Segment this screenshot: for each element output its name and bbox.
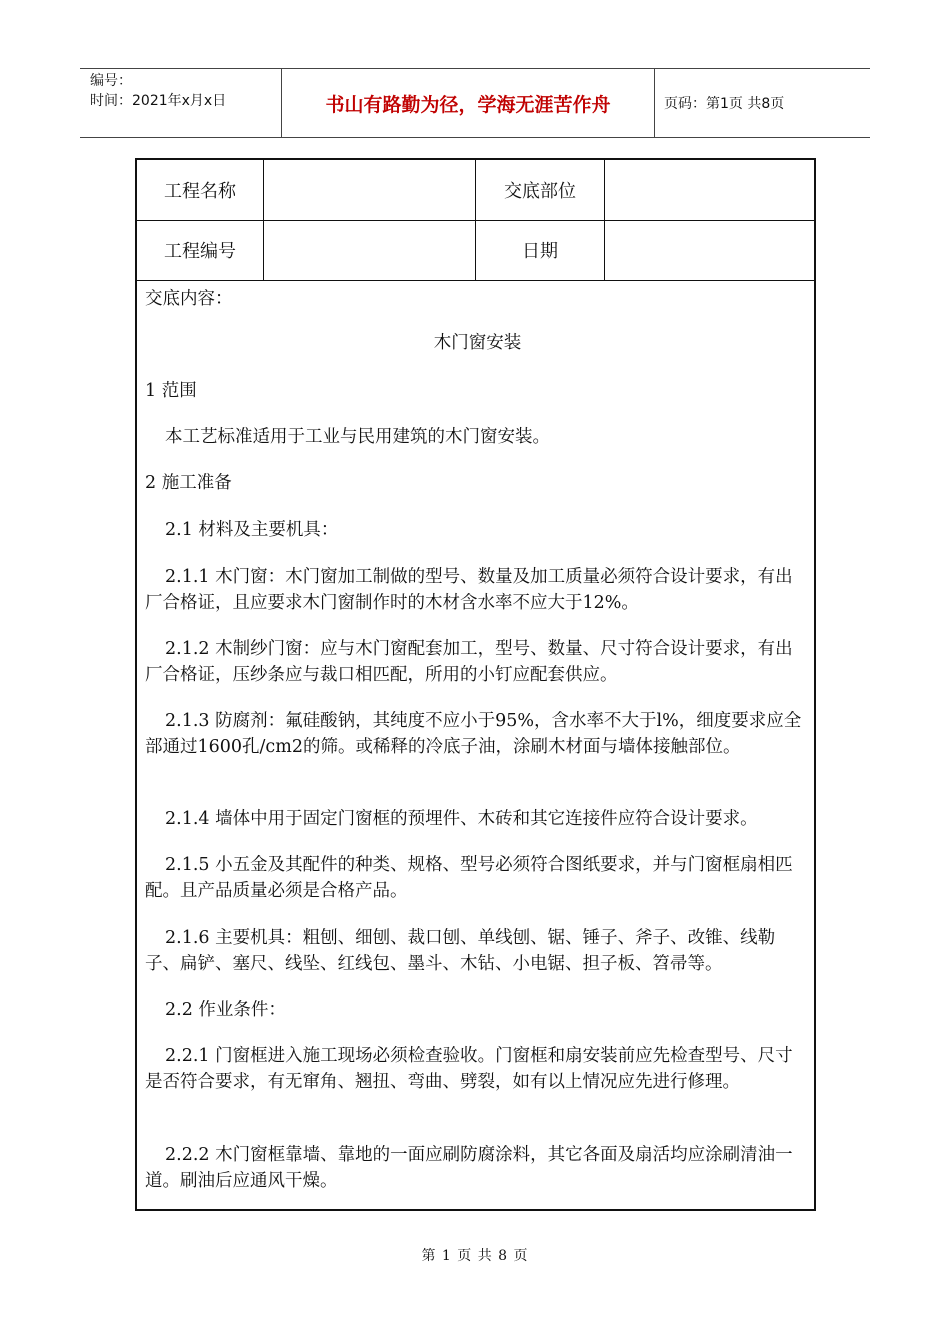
- paragraph: 2.1.5 小五金及其配件的种类、规格、型号必须符合图纸要求，并与门窗框扇相匹配。且产品质量必须是合格产品。: [145, 855, 793, 901]
- paragraph: 2.1.4 墙体中用于固定门窗框的预埋件、木砖和其它连接件应符合设计要求。: [165, 809, 758, 829]
- paragraph: 本工艺标准适用于工业与民用建筑的木门窗安装。: [165, 427, 550, 447]
- paragraph: 2.1.3 防腐剂：氟硅酸钠，其纯度不应小于95%，含水率不大于l%，细度要求应全部通过1600孔/cm2的筛。或稀释的冷底子油，涂刷木材面与墙体接触部位。: [145, 711, 802, 757]
- project-name-label: 工程名称: [137, 160, 264, 220]
- header-meta: [80, 69, 282, 137]
- section-heading: 1 范围: [145, 381, 197, 401]
- paragraph: 2.2.1 门窗框进入施工现场必须检查验收。门窗框和扇安装前应先检查型号、尺寸是否符合要求，有无窜角、翘扭、弯曲、劈裂，如有以上情况应先进行修理。: [145, 1046, 793, 1092]
- date-label: 日期: [476, 220, 605, 280]
- project-number-field[interactable]: [264, 220, 476, 280]
- handover-form: [135, 158, 816, 1211]
- project-number-label: 工程编号: [137, 220, 264, 280]
- header-motto: 书山有路勤为径，学海无涯苦作舟: [282, 69, 655, 137]
- page-footer: 第 1 页 共 8 页: [421, 1248, 529, 1264]
- content-title: 木门窗安装: [433, 333, 522, 353]
- paragraph: 2.1.2 木制纱门窗：应与木门窗配套加工，型号、数量、尺寸符合设计要求，有出厂合格证，压纱条应与裁口相匹配，所用的小钉应配套供应。: [145, 639, 793, 685]
- subsection-heading: 2.1 材料及主要机具：: [165, 520, 339, 540]
- header-page-info: 页码：第1页 共8页: [664, 96, 785, 112]
- subsection-heading: 2.2 作业条件：: [165, 1000, 286, 1020]
- paragraph: 2.2.2 木门窗框靠墙、靠地的一面应刷防腐涂料，其它各面及扇活均应涂刷清油一道。刷油后应通风干燥。: [145, 1145, 793, 1191]
- form-row-1: [137, 160, 814, 221]
- form-row-2: [137, 220, 814, 281]
- doc-time-label: 时间：2021年x月x日: [90, 93, 227, 109]
- date-field[interactable]: [605, 220, 814, 280]
- project-name-field[interactable]: [264, 160, 476, 220]
- content-label: 交底内容：: [145, 289, 233, 309]
- section-heading: 2 施工准备: [145, 473, 232, 493]
- doc-number-label: 编号：: [90, 73, 132, 89]
- document-header: [80, 68, 870, 138]
- paragraph: 2.1.1 木门窗：木门窗加工制做的型号、数量及加工质量必须符合设计要求，有出厂合格证，且应要求木门窗制作时的木材含水率不应大于12%。: [145, 567, 793, 613]
- paragraph: 2.1.6 主要机具：粗刨、细刨、裁口刨、单线刨、锯、锤子、斧子、改锥、线勒子、扁铲、塞尺、线坠、红线包、墨斗、木钻、小电锯、担子板、笤帚等。: [145, 928, 776, 974]
- handover-part-field[interactable]: [605, 160, 814, 220]
- handover-part-label: 交底部位: [476, 160, 605, 220]
